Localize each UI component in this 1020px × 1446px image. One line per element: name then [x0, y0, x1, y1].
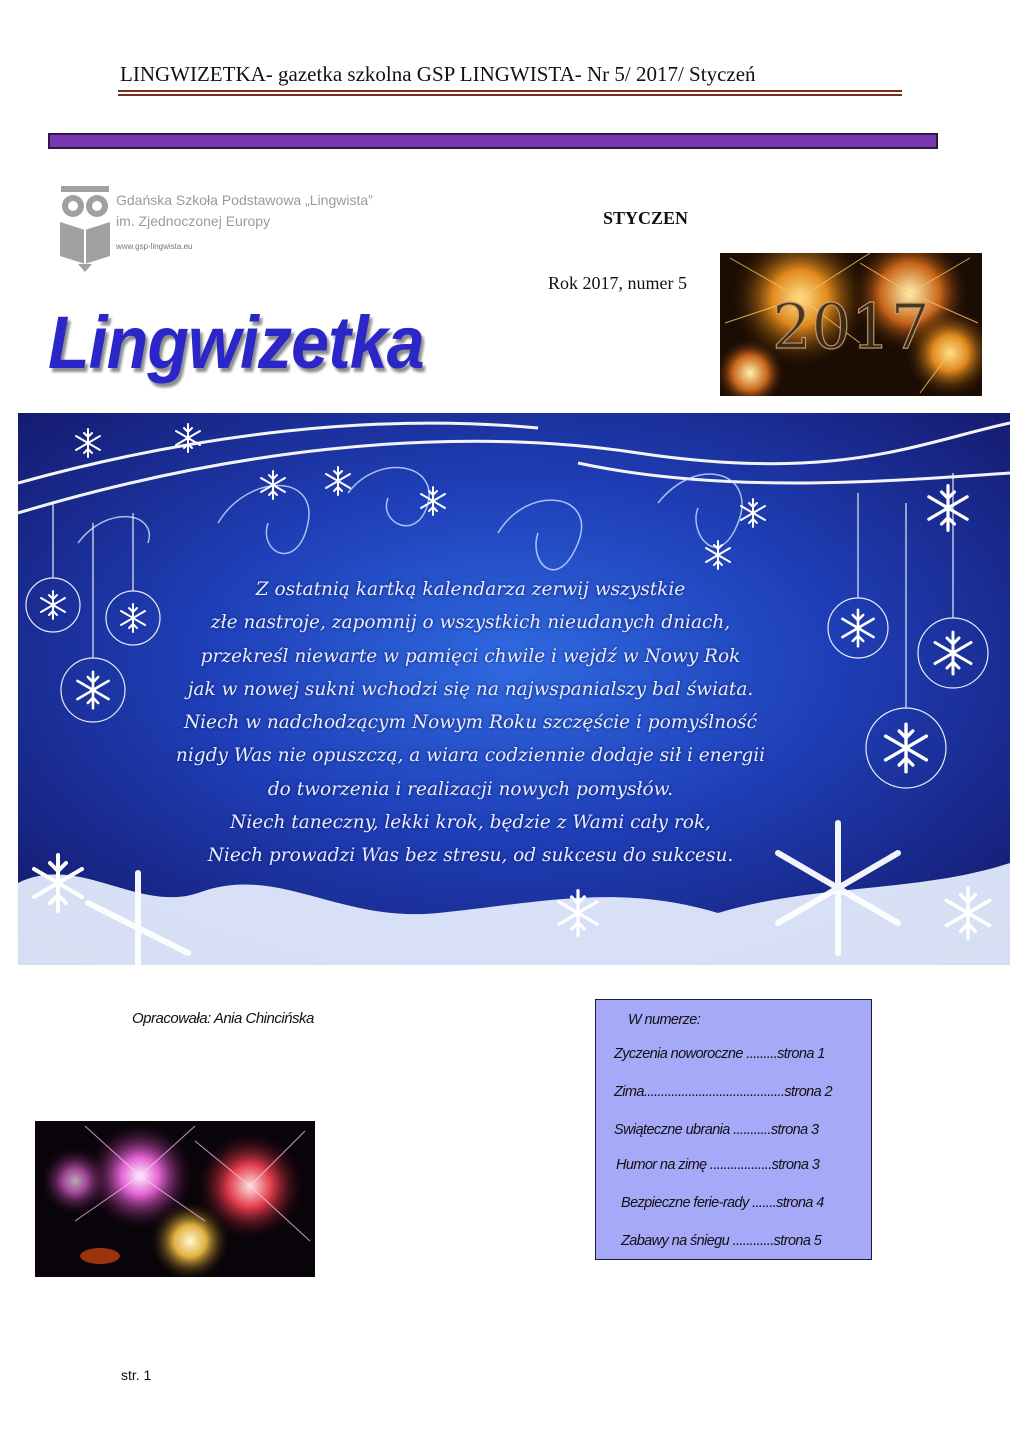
purple-divider-bar — [48, 133, 938, 149]
greeting-line: Niech prowadzi Was bez stresu, od sukcesu do sukcesu. — [207, 845, 734, 867]
toc-item[interactable]: Swiąteczne ubrania ...........strona 3 — [614, 1122, 819, 1138]
page-number: str. 1 — [121, 1367, 152, 1383]
newsletter-header: LINGWIZETKA- gazetka szkolna GSP LINGWISTA- Nr 5/ 2017/ Styczeń — [120, 62, 756, 86]
greeting-line: jak w nowej sukni wchodzi się na najwspanialszy bal świata. — [187, 678, 754, 700]
toc-item[interactable]: Zabawy na śniegu ............strona 5 — [621, 1233, 822, 1249]
fireworks-image — [35, 1121, 315, 1277]
greeting-line: Niech taneczny, lekki krok, będzie z Wami cały rok, — [230, 812, 711, 834]
greeting-line: do tworzenia i realizacji nowych pomysłów. — [267, 778, 674, 800]
greeting-line: nigdy Was nie opuszczą, a wiara codziennie dodaje sił i energii — [175, 745, 766, 767]
toc-title: W numerze: — [628, 1012, 701, 1028]
fireworks-year-label: 2017 — [772, 290, 930, 363]
logo-school-name: Gdańska Szkoła Podstawowa „Lingwista” — [116, 192, 373, 208]
toc-item[interactable]: Zima.........................................strona 2 — [614, 1084, 832, 1100]
fireworks-2017-image — [720, 253, 982, 396]
table-of-contents — [595, 999, 872, 1260]
greeting-poem — [138, 573, 803, 873]
issue-number: Rok 2017, numer 5 — [548, 273, 687, 293]
author-credit: Opracowała: Ania Chincińska — [132, 1010, 314, 1027]
school-logo — [58, 182, 398, 274]
greeting-line: złe nastroje, zapomnij o wszystkich nieudanych dniach, — [210, 612, 731, 634]
header-rule-double — [118, 94, 902, 96]
greeting-line: Niech w nadchodzącym Nowym Roku szczęście i pomyślność — [183, 712, 758, 734]
logo-website: www.gsp-lingwista.eu — [116, 242, 193, 251]
logo-school-patron: im. Zjednoczonej Europy — [116, 213, 271, 229]
header-rule — [118, 90, 902, 92]
new-year-greeting-banner — [18, 413, 1010, 965]
greeting-line: Z ostatnią kartką kalendarza zerwij wszystkie — [255, 579, 686, 600]
issue-month: STYCZEN — [603, 208, 689, 228]
newsletter-title: Lingwizetka — [48, 301, 424, 384]
greeting-line: przekreśl niewarte w pamięci chwile i wejdź w Nowy Rok — [200, 645, 741, 667]
toc-item[interactable]: Zyczenia noworoczne .........strona 1 — [614, 1046, 825, 1062]
toc-item[interactable]: Bezpieczne ferie-rady .......strona 4 — [621, 1195, 824, 1211]
toc-item[interactable]: Humor na zimę ..................strona 3 — [616, 1157, 820, 1173]
owl-book-icon — [58, 182, 112, 272]
